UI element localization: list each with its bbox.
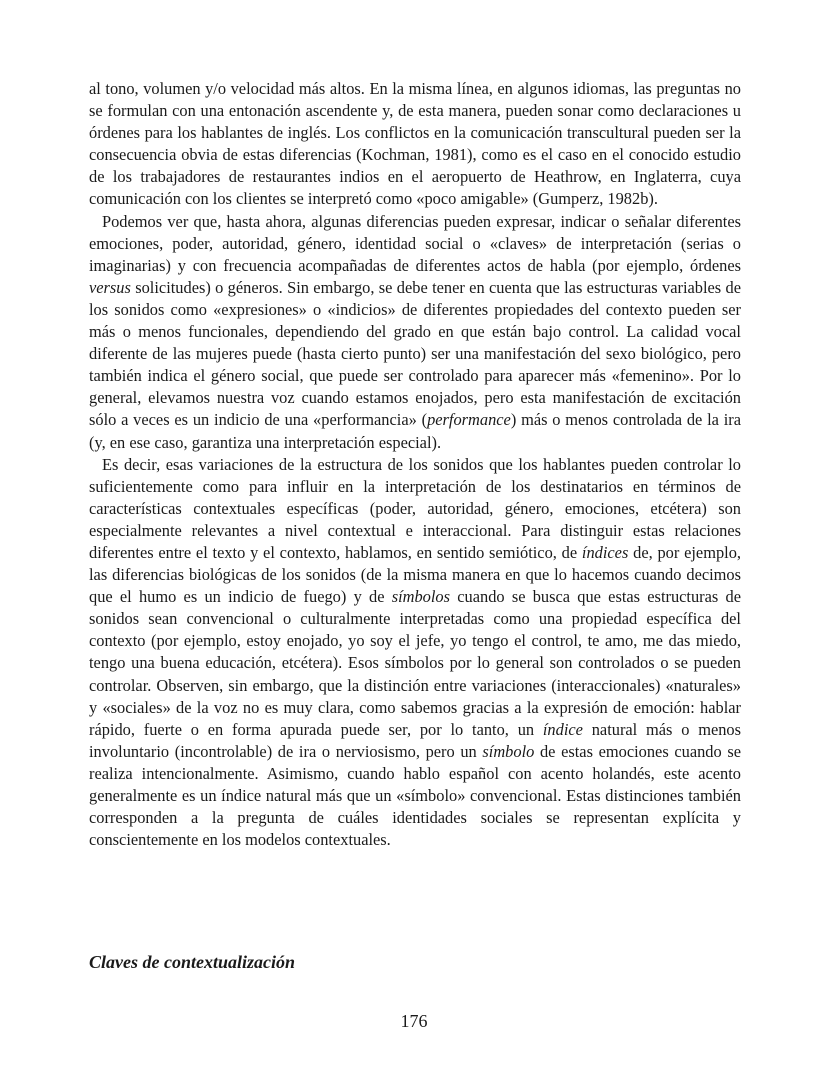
paragraph-3 (89, 454, 741, 852)
paragraph-3-emphasis-indice: índice (542, 719, 583, 739)
paragraph-1-text: al tono, volumen y/o velocidad más altos. En la misma línea, en algunos idiomas, las preguntas no se formulan con una entonación ascendente y, de esta manera, pueden sonar como declaraciones u órdenes para los hablantes de inglés. Los conflictos en la comunicación transcultural pueden ser la consecuencia obvia de estas diferencias (Kochman, 1981), como es el caso en el conocido estudio de los trabajadores de restaurantes indios en el aeropuerto de Heathrow, en Inglaterra, cuya comunicación con los clientes se interpretó como «poco amigable» (Gumperz, 1982b). (89, 79, 741, 209)
paragraph-2-emphasis-versus: versus (89, 277, 131, 297)
paragraph-3-text-b: de, por ejemplo, las diferencias biológicas de los sonidos (de la misma manera en que lo hacemos cuando decimos que el humo es un indicio de fuego) y de (89, 542, 741, 607)
paragraph-2 (89, 211, 741, 454)
section-heading: Claves de contextualización (89, 952, 295, 972)
paragraph-2-text-b: solicitudes) o géneros. Sin embargo, se debe tener en cuenta que las estructuras variables de los sonidos como «expresiones» o «indicios» de diferentes propiedades del contexto pueden ser más o menos funcionales, dependiendo del grado en que están bajo control. La calidad vocal diferente de las mujeres puede (hasta cierto punto) ser una manifestación del sexo biológico, pero también indica el género social, que puede ser controlado para aparecer más «femenino». Por lo general, elevamos nuestra voz cuando estamos enojados, pero esta manifestación de excitación sólo a veces es un indicio de una «performancia» ( (89, 277, 741, 430)
paragraph-2-text-c: ) más o menos controlada de la ira (y, en ese caso, garantiza una interpretación especial). (89, 410, 741, 452)
paragraph-1 (89, 78, 741, 211)
paragraph-3-emphasis-indices: índices (581, 542, 629, 562)
paragraph-3-emphasis-simbolo: símbolo (482, 741, 535, 761)
paragraph-3-text-e: de estas emociones cuando se realiza intencionalmente. Asimismo, cuando hablo español con acento holandés, este acento generalmente es un índice natural más que un «símbolo» convencional. Estas distinciones también corresponden a la pregunta de cuáles identidades sociales se representan explícita y conscientemente en los modelos contextuales. (89, 741, 741, 850)
paragraph-2-emphasis-performance: performance (427, 410, 511, 430)
paragraph-3-text-a: Es decir, esas variaciones de la estructura de los sonidos que los hablantes pueden controlar lo suficientemente como para influir en la interpretación de los destinatarios en términos de características contextuales específicas (poder, autoridad, género, emociones, etcétera) son especialmente relevantes a nivel contextual e interaccional. Para distinguir estas relaciones diferentes entre el texto y el contexto, hablamos, en sentido semiótico, de (89, 454, 741, 562)
paragraph-3-text-c: cuando se busca que estas estructuras de sonidos sean convencional o culturalmente interpretadas como una propiedad específica del contexto (por ejemplo, estoy enojado, yo soy el jefe, yo tengo el control, te amo, me das miedo, tengo una buena educación, etcétera). Esos símbolos por lo general son controlados o se pueden controlar. Observen, sin embargo, que la distinción entre variaciones (interaccionales) «naturales» y «sociales» de la voz no es muy clara, como sabemos gracias a la expresión de emoción: hablar rápido, fuerte o en forma apurada puede ser, por lo tanto, un (89, 587, 741, 739)
paragraph-3-emphasis-simbolos: símbolos (391, 587, 451, 607)
paragraph-2-text-a: Podemos ver que, hasta ahora, algunas diferencias pueden expresar, indicar o señalar diferentes emociones, poder, autoridad, género, identidad social o «claves» de interpretación (serias o imaginarias) y con frecuencia acompañadas de diferentes actos de habla (por ejemplo, órdenes (89, 211, 741, 275)
document-body (89, 78, 741, 851)
paragraph-3-text-d: natural más o menos involuntario (incontrolable) de ira o nerviosismo, pero un (89, 719, 741, 761)
page-number: 176 (400, 1011, 428, 1031)
